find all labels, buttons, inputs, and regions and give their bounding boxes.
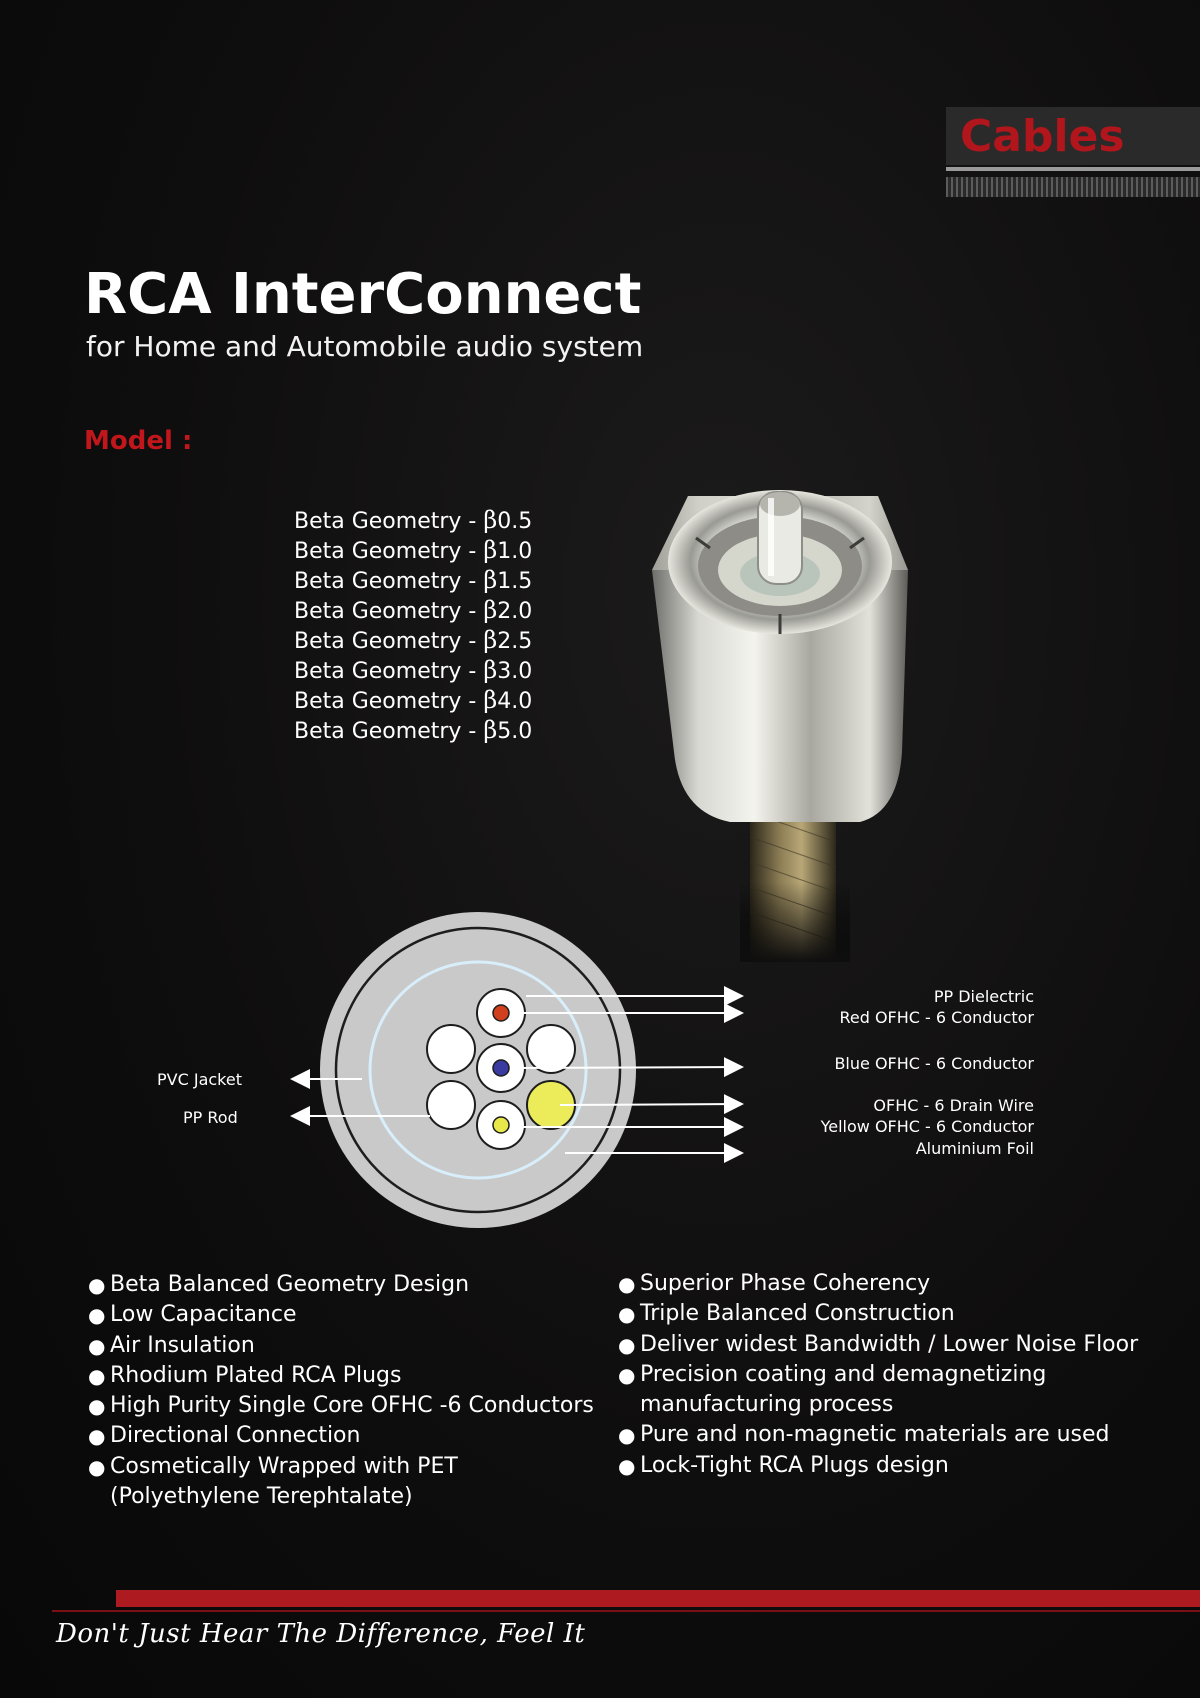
feature-item: ● High Purity Single Core OFHC -6 Conductors (88, 1391, 608, 1421)
features-list-right (618, 1269, 1198, 1481)
footer-accent-bar (116, 1590, 1200, 1607)
model-item: Beta Geometry - β1.5 (294, 566, 533, 594)
bullet-icon: ● (88, 1303, 106, 1328)
feature-item: ● Beta Balanced Geometry Design (88, 1270, 608, 1300)
feature-item: ● Rhodium Plated RCA Plugs (88, 1361, 608, 1391)
model-item: Beta Geometry - β2.0 (294, 596, 533, 624)
blue-core (493, 1060, 509, 1076)
label-drain-wire: OFHC - 6 Drain Wire (873, 1096, 1034, 1115)
feature-item: ● Low Capacitance (88, 1300, 608, 1330)
pp-rod (527, 1025, 575, 1073)
beta-symbol: β (483, 626, 498, 654)
red-core (493, 1005, 509, 1021)
model-list (294, 506, 532, 746)
feature-item: ● Superior Phase Coherency (618, 1269, 1198, 1299)
beta-symbol: β (483, 656, 498, 684)
pp-rod (427, 1025, 475, 1073)
feature-item: ● Precision coating and demagnetizing manufacturing process (618, 1361, 1047, 1418)
page-title: RCA InterConnect (84, 262, 642, 327)
model-item: Beta Geometry - β4.0 (294, 686, 533, 714)
footer-tagline: Don't Just Hear The Difference, Feel It (56, 1619, 586, 1649)
label-pvc-jacket: PVC Jacket (157, 1070, 242, 1089)
section-tab-stripes (946, 177, 1200, 197)
bullet-icon: ● (88, 1273, 106, 1297)
beta-symbol: β (483, 716, 498, 744)
feature-item: ● Cosmetically Wrapped with PET (Polyethylene Terephtalate) (88, 1453, 458, 1510)
yellow-core (493, 1117, 509, 1133)
label-yellow-conductor: Yellow OFHC - 6 Conductor (820, 1117, 1034, 1136)
feature-item: ● Pure and non-magnetic materials are used (618, 1420, 1198, 1450)
bullet-icon: ● (618, 1302, 636, 1327)
feature-item: ● Triple Balanced Construction (618, 1299, 1198, 1329)
pp-rod (427, 1081, 475, 1129)
model-item: Beta Geometry - β3.0 (294, 656, 533, 684)
features-list-left (88, 1270, 608, 1512)
bullet-icon: ● (618, 1332, 636, 1357)
feature-item: ● Directional Connection (88, 1421, 608, 1451)
bullet-icon: ● (88, 1454, 106, 1479)
label-red-conductor: Red OFHC - 6 Conductor (839, 1008, 1034, 1027)
feature-item: ● Lock-Tight RCA Plugs design (618, 1451, 1198, 1481)
bullet-icon: ● (618, 1423, 636, 1448)
label-aluminium-foil: Aluminium Foil (915, 1139, 1034, 1158)
feature-item: ● Air Insulation (88, 1331, 608, 1361)
bullet-icon: ● (88, 1394, 106, 1419)
footer-rule (52, 1610, 1200, 1612)
label-pp-rod: PP Rod (183, 1108, 238, 1127)
section-tab-label: Cables (960, 111, 1125, 162)
model-item: Beta Geometry - β2.5 (294, 626, 533, 654)
model-heading: Model : (84, 426, 193, 456)
label-blue-conductor: Blue OFHC - 6 Conductor (834, 1054, 1034, 1073)
beta-symbol: β (483, 536, 498, 564)
bullet-icon: ● (618, 1362, 636, 1387)
section-tab-rule (946, 167, 1200, 171)
beta-symbol: β (483, 506, 498, 534)
model-item: Beta Geometry - β1.0 (294, 536, 533, 564)
bullet-icon: ● (618, 1453, 636, 1478)
rca-plug-image (640, 462, 920, 962)
beta-symbol: β (483, 596, 498, 624)
feature-item: ● Deliver widest Bandwidth / Lower Noise Floor (618, 1330, 1198, 1360)
bullet-icon: ● (618, 1272, 636, 1296)
page-subtitle: for Home and Automobile audio system (86, 330, 644, 363)
model-item: Beta Geometry - β0.5 (294, 506, 533, 534)
bullet-icon: ● (88, 1424, 106, 1449)
bullet-icon: ● (88, 1333, 106, 1358)
model-item: Beta Geometry - β5.0 (294, 716, 533, 744)
label-pp-dielectric: PP Dielectric (933, 987, 1034, 1006)
beta-symbol: β (483, 686, 498, 714)
section-tab (946, 107, 1200, 165)
bullet-icon: ● (88, 1363, 106, 1388)
beta-symbol: β (483, 566, 498, 594)
